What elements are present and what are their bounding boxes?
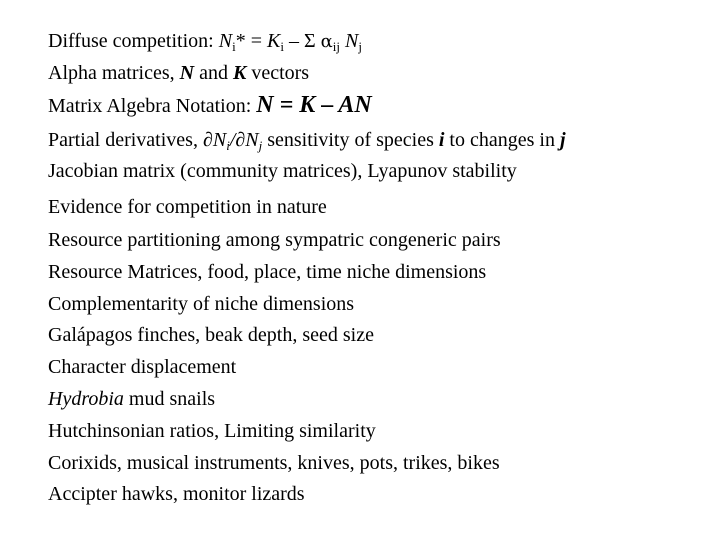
resource-partitioning-line: Resource partitioning among sympatric congeneric pairs: [48, 229, 501, 251]
alpha-matrices-line: [48, 61, 309, 85]
symbol-K: K: [266, 30, 281, 52]
text-part: to changes in: [444, 129, 560, 151]
symbol-N: N: [339, 30, 359, 52]
partial-Nj: /∂N: [229, 129, 259, 151]
character-displacement-line: Character displacement: [48, 356, 237, 378]
subscript-i: i: [226, 138, 230, 153]
complementarity-line: Complementarity of niche dimensions: [48, 293, 355, 315]
matrix-algebra-line: [48, 93, 372, 118]
galapagos-line: Galápagos finches, beak depth, seed size: [48, 324, 374, 346]
subscript-i: i: [280, 39, 284, 54]
diffuse-label: Diffuse competition:: [48, 30, 219, 52]
partial-Ni: ∂N: [202, 129, 227, 151]
species-i: i: [438, 129, 445, 151]
resource-matrices-line: Resource Matrices, food, place, time niche dimensions: [48, 261, 487, 283]
symbol-N: N: [218, 30, 233, 52]
text-part: Matrix Algebra Notation:: [48, 95, 257, 117]
hydrobia-line: [48, 387, 215, 411]
jacobian-line: Jacobian matrix (community matrices), Lyapunov stability: [48, 160, 517, 182]
matrix-equation: N = K – AN: [256, 92, 372, 118]
subscript-j: j: [358, 39, 362, 54]
text-part: and: [194, 62, 233, 84]
evidence-line: Evidence for competition in nature: [48, 196, 327, 218]
text-part: Partial derivatives,: [48, 129, 203, 151]
partial-derivatives-line: [48, 128, 566, 152]
subscript-ij: ij: [332, 39, 340, 54]
hutchinsonian-line: Hutchinsonian ratios, Limiting similarity: [48, 420, 376, 442]
subscript-j: j: [258, 138, 263, 153]
vector-N: N: [179, 62, 195, 84]
equals-text: * =: [235, 30, 267, 52]
text-part: sensitivity of species: [262, 129, 439, 151]
minus-sigma-text: – Σ: [283, 30, 321, 52]
alpha-symbol: α: [320, 31, 333, 52]
diffuse-competition-line: [48, 29, 362, 54]
text-part: mud snails: [123, 388, 216, 410]
accipter-line: Accipter hawks, monitor lizards: [48, 483, 305, 505]
vector-K: K: [232, 62, 247, 84]
text-part: vectors: [246, 62, 310, 84]
species-j: j: [559, 129, 566, 151]
subscript-i: i: [232, 39, 236, 54]
text-part: Alpha matrices,: [48, 62, 180, 84]
hydrobia-genus: Hydrobia: [48, 388, 124, 410]
corixids-line: Corixids, musical instruments, knives, pots, trikes, bikes: [48, 452, 500, 474]
